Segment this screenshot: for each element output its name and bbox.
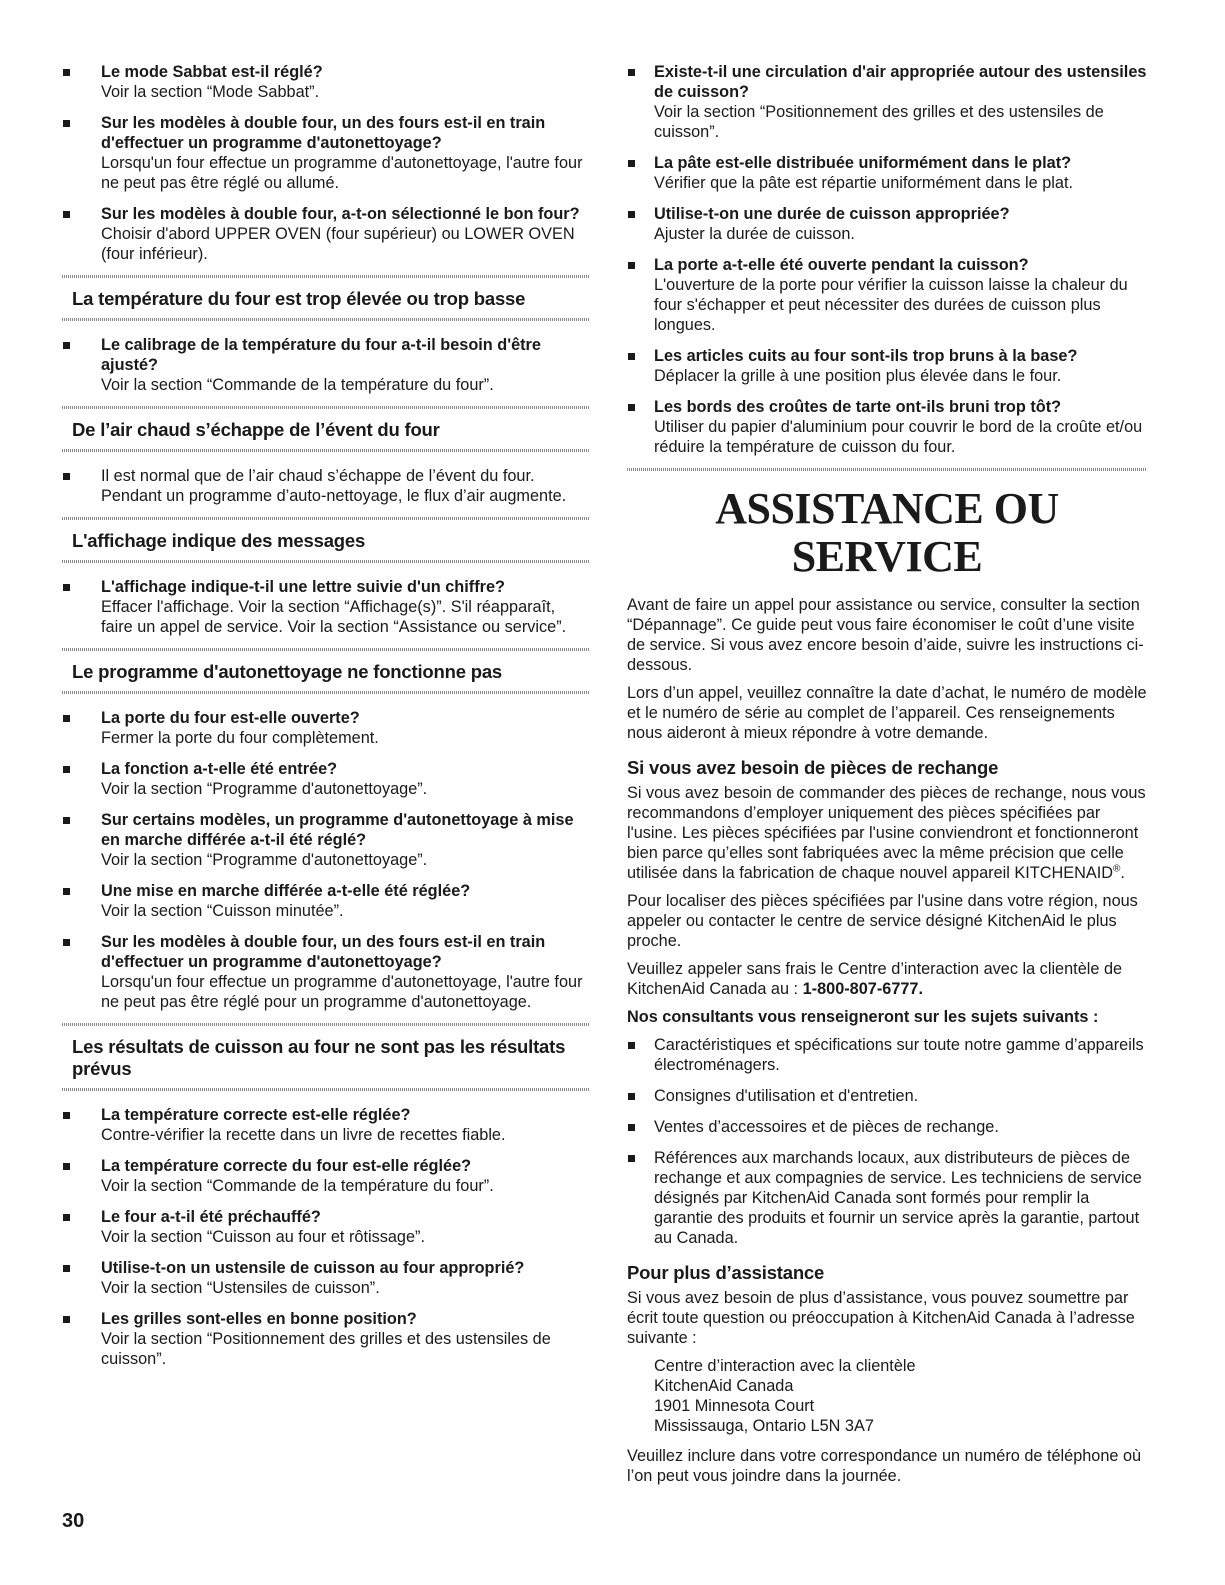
section-heading-self-clean (62, 648, 590, 694)
list-item: Utilise-t-on un ustensile de cuisson au four approprié? Voir la section “Ustensiles de cuisson”. (62, 1258, 590, 1298)
list-item: Sur les modèles à double four, un des fours est-il en train d'effectuer un programme d'autonettoyage? Lorsqu'un four effectue un programme d'autonettoyage, l'autre four ne peut pas être réglé ou allumé. (62, 113, 590, 193)
section-title: Les résultats de cuisson au four ne sont pas les résultats prévus (72, 1036, 566, 1079)
list-item: La porte a-t-elle été ouverte pendant la cuisson? L'ouverture de la porte pour vérifier la cuisson laisse la chaleur du four s'échapper et peut nécessiter des durées de cuisson plus longues. (627, 255, 1147, 335)
paragraph: Veuillez appeler sans frais le Centre d’interaction avec la clientèle de KitchenAid Canada au : 1-800-807-6777. (627, 960, 1123, 998)
paragraph: Avant de faire un appel pour assistance ou service, consulter la section “Dépannage”. Ce guide peut vous faire économiser le coût d’une visite de service. Si vous avez encore besoin d’aide, suivre les instructions ci-dessous. (627, 596, 1144, 674)
bullet-icon (63, 1112, 70, 1119)
right-column (627, 62, 1147, 1494)
divider (62, 318, 590, 321)
list-item: Les grilles sont-elles en bonne position? Voir la section “Positionnement des grilles et des ustensiles de cuisson”. (62, 1309, 590, 1369)
divider (62, 1088, 590, 1091)
bullet-icon (628, 404, 635, 411)
address-line: KitchenAid Canada (654, 1377, 794, 1395)
bullet-icon (628, 353, 635, 360)
list-item: Sur certains modèles, un programme d'autonettoyage à mise en marche différée a-t-il été réglé? Voir la section “Programme d'autonettoyage”. (62, 810, 590, 870)
list-item: Les bords des croûtes de tarte ont-ils bruni trop tôt? Utiliser du papier d'aluminium pour couvrir le bord de la croûte et/ou réduire la température de cuisson du four. (627, 397, 1147, 457)
bullet-icon (63, 120, 70, 127)
bullet-icon (628, 1124, 635, 1131)
section-title: Le programme d'autonettoyage ne fonctionne pas (72, 661, 503, 682)
list-item: Il est normal que de l’air chaud s’échappe de l’évent du four. Pendant un programme d’auto-nettoyage, le flux d’air augmente. (62, 466, 590, 506)
section-title: L'affichage indique des messages (72, 530, 366, 551)
section-heading-hot-air (62, 406, 590, 452)
bullet-icon (628, 160, 635, 167)
bullet-icon (63, 1163, 70, 1170)
divider (62, 560, 590, 563)
consultants-heading: Nos consultants vous renseigneront sur les sujets suivants : (627, 1008, 1099, 1026)
list-item: Sur les modèles à double four, a-t-on sélectionné le bon four? Choisir d'abord UPPER OVEN (four supérieur) ou LOWER OVEN (four inférieur). (62, 204, 590, 264)
list-item: L'affichage indique-t-il une lettre suivie d'un chiffre? Effacer l'affichage. Voir la section “Affichage(s)”. S'il réapparaît, faire un appel de service. Voir la section “Assistance ou service”. (62, 577, 590, 637)
paragraph: Veuillez inclure dans votre correspondance un numéro de téléphone où l’on peut vous joindre dans la journée. (627, 1447, 1142, 1485)
list-item: Utilise-t-on une durée de cuisson appropriée? Ajuster la durée de cuisson. (627, 204, 1147, 244)
left-column (62, 62, 590, 1380)
divider (627, 468, 1147, 471)
address-line: Centre d’interaction avec la clientèle (654, 1357, 916, 1375)
bullet-icon (63, 211, 70, 218)
list-item: La porte du four est-elle ouverte? Fermer la porte du four complètement. (62, 708, 590, 748)
bullet-icon (63, 888, 70, 895)
page-number: 30 (62, 1510, 85, 1532)
divider (62, 449, 590, 452)
bullet-icon (63, 1316, 70, 1323)
bullet-icon (63, 473, 70, 480)
bullet-icon (628, 211, 635, 218)
intro-list (62, 62, 590, 264)
section-heading-display (62, 517, 590, 563)
section-heading-temperature (62, 275, 590, 321)
bullet-icon (63, 715, 70, 722)
list-item: Une mise en marche différée a-t-elle été réglée? Voir la section “Cuisson minutée”. (62, 881, 590, 921)
bullet-icon (63, 1265, 70, 1272)
list-item: Existe-t-il une circulation d'air appropriée autour des ustensiles de cuisson? Voir la section “Positionnement des grilles et des ustensiles de cuisson”. (627, 62, 1147, 142)
list-item: La température correcte est-elle réglée? Contre-vérifier la recette dans un livre de recettes fiable. (62, 1105, 590, 1145)
list-item: Consignes d'utilisation et d'entretien. (627, 1086, 1147, 1106)
section-title: La température du four est trop élevée ou trop basse (72, 288, 526, 309)
bullet-icon (63, 817, 70, 824)
assistance-title: ASSISTANCE OU SERVICE (715, 484, 1059, 581)
list-item: Ventes d’accessoires et de pièces de rechange. (627, 1117, 1147, 1137)
paragraph: Si vous avez besoin de commander des pièces de rechange, nous vous recommandons d’employer uniquement des pièces spécifiées par l'usine. Les pièces spécifiées par l'usine conviendront et fonctionneront bien parce qu’elles sont fabriquées avec la même précision que celle utilisée dans la fabrication de chaque nouvel appareil KITCHENAID®. (627, 784, 1146, 882)
bullet-icon (628, 1042, 635, 1049)
list-item: Caractéristiques et spécifications sur toute notre gamme d’appareils électroménagers. (627, 1035, 1147, 1075)
bullet-icon (628, 262, 635, 269)
list-item: Le calibrage de la température du four a-t-il besoin d'être ajusté? Voir la section “Commande de la température du four”. (62, 335, 590, 395)
list-item: La pâte est-elle distribuée uniformément dans le plat? Vérifier que la pâte est répartie uniformément dans le plat. (627, 153, 1147, 193)
list-item: Le mode Sabbat est-il réglé? Voir la section “Mode Sabbat”. (62, 62, 590, 102)
bullet-icon (63, 1214, 70, 1221)
bullet-icon (63, 69, 70, 76)
list-item: Sur les modèles à double four, un des fours est-il en train d'effectuer un programme d'autonettoyage? Lorsqu'un four effectue un programme d'autonettoyage, l'autre four ne peut pas être réglé pour un programme d'autonettoyage. (62, 932, 590, 1012)
bullet-icon (628, 69, 635, 76)
paragraph: Lors d’un appel, veuillez connaître la date d’achat, le numéro de modèle et le numéro de série au complet de l’appareil. Ces renseignements nous aideront à mieux répondre à votre demande. (627, 684, 1147, 742)
bullet-icon (63, 939, 70, 946)
subheading-more-help: Pour plus d’assistance (627, 1262, 825, 1283)
list-item: Références aux marchands locaux, aux distributeurs de pièces de rechange et aux compagnies de service. Les techniciens de service désignés par KitchenAid Canada sont formés pour remplir la garantie des produits et fournir un service après la garantie, partout au Canada. (627, 1148, 1147, 1248)
address-line: Mississauga, Ontario L5N 3A7 (654, 1417, 874, 1435)
address-line: 1901 Minnesota Court (654, 1397, 815, 1415)
mailing-address (627, 1356, 1147, 1436)
paragraph: Pour localiser des pièces spécifiées par l'usine dans votre région, nous appeler ou contacter le centre de service désigné KitchenAid le plus proche. (627, 892, 1138, 950)
bullet-icon (628, 1093, 635, 1100)
bullet-icon (63, 342, 70, 349)
list-item: Les articles cuits au four sont-ils trop bruns à la base? Déplacer la grille à une position plus élevée dans le four. (627, 346, 1147, 386)
phone-number: 1-800-807-6777. (802, 980, 924, 998)
paragraph: Si vous avez besoin de plus d’assistance, vous pouvez soumettre par écrit toute question ou préoccupation à KitchenAid Canada à l’adresse suivante : (627, 1289, 1135, 1347)
section-heading-results (62, 1023, 590, 1091)
bullet-icon (628, 1155, 635, 1162)
section-title: De l’air chaud s’échappe de l’évent du four (72, 419, 440, 440)
bullet-icon (63, 584, 70, 591)
list-item: La température correcte du four est-elle réglée? Voir la section “Commande de la température du four”. (62, 1156, 590, 1196)
bullet-icon (63, 766, 70, 773)
list-item: Le four a-t-il été préchauffé? Voir la section “Cuisson au four et rôtissage”. (62, 1207, 590, 1247)
subheading-parts: Si vous avez besoin de pièces de rechange (627, 757, 999, 778)
list-item: La fonction a-t-elle été entrée? Voir la section “Programme d'autonettoyage”. (62, 759, 590, 799)
divider (62, 691, 590, 694)
